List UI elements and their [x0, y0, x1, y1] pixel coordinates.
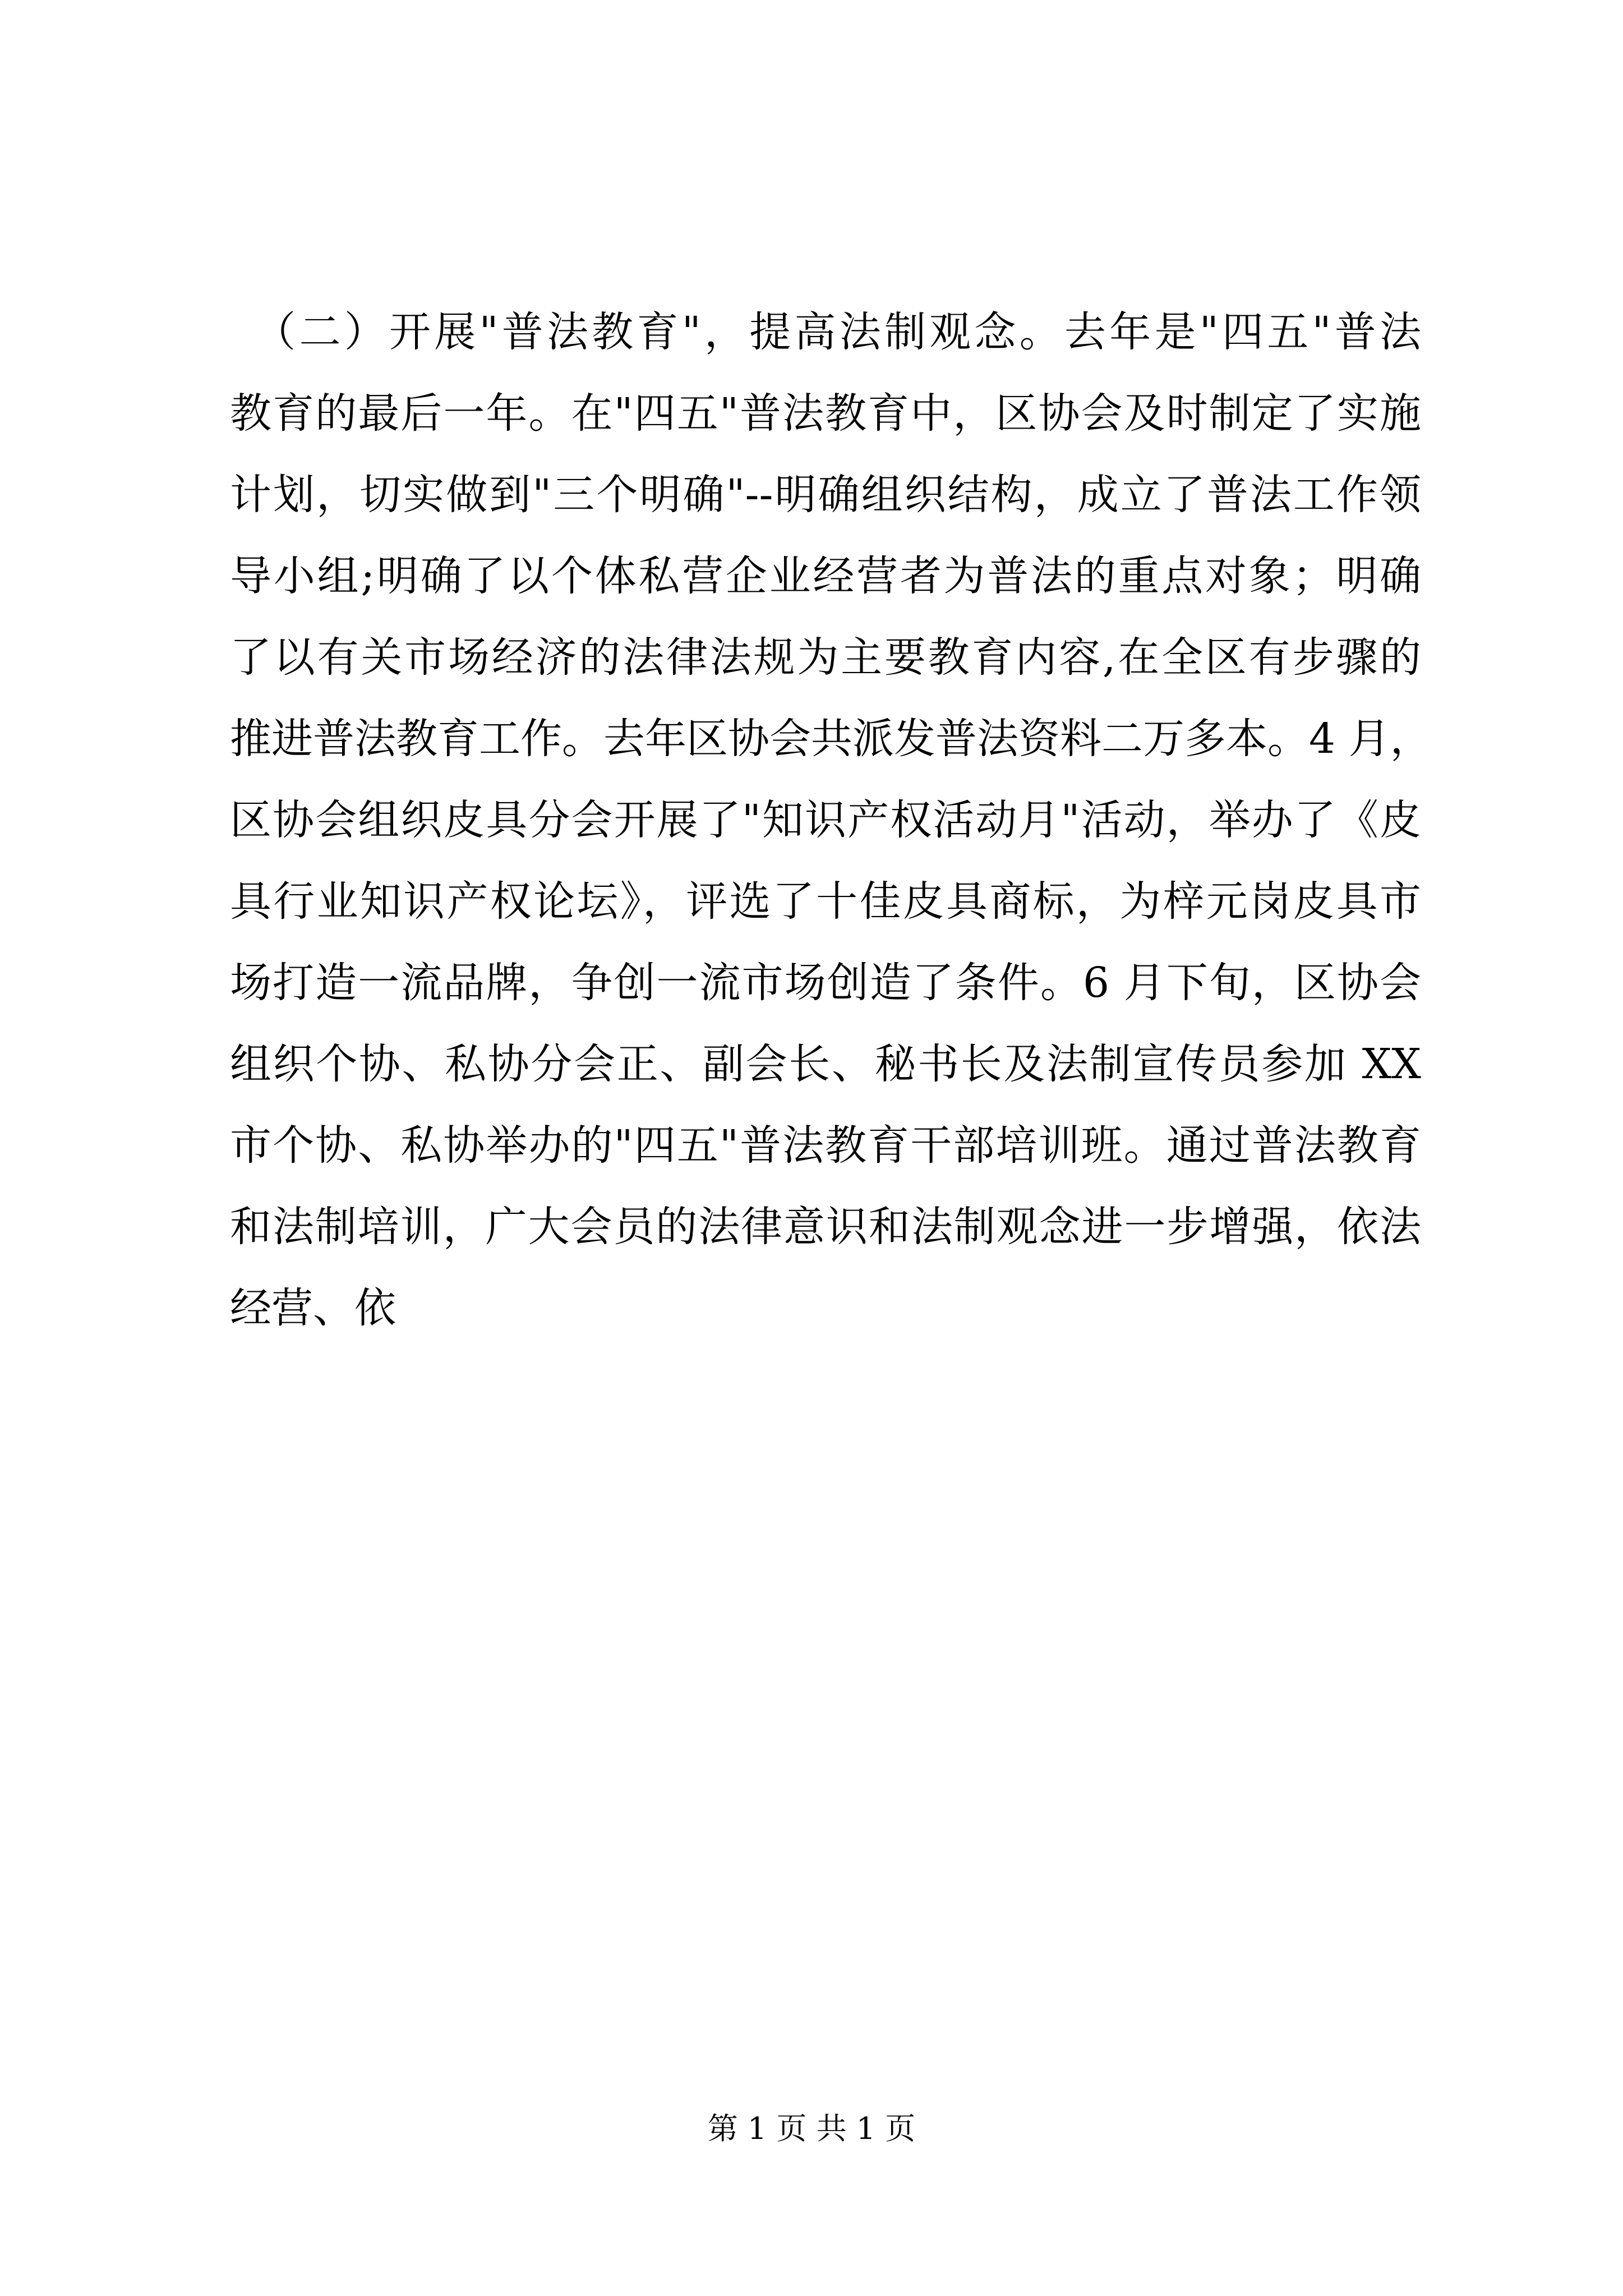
text-line-1: （二）开展"普法教育"，提高法制观念。去年是"四五"普法 — [230, 308, 1421, 356]
text-line-5: 了以有关市场经济的法律法规为主要教育内容,在全区有步骤的 — [230, 633, 1421, 682]
text-line-6: 推进普法教育工作。去年区协会共派发普法资料二万多本。4 月， — [230, 715, 1432, 763]
text-line-8: 具行业知识产权论坛》，评选了十佳皮具商标，为梓元岗皮具市 — [230, 877, 1421, 926]
text-line-13: 经营、依 — [230, 1284, 396, 1332]
text-line-2: 教育的最后一年。在"四五"普法教育中，区协会及时制定了实施 — [230, 389, 1421, 438]
text-line-3: 计划，切实做到"三个明确"--明确组织结构，成立了普法工作领 — [230, 471, 1421, 519]
text-line-10: 组织个协、私协分会正、副会长、秘书长及法制宣传员参加 XX — [230, 1040, 1421, 1088]
text-line-11: 市个协、私协举办的"四五"普法教育干部培训班。通过普法教育 — [230, 1121, 1421, 1170]
text-line-12: 和法制培训，广大会员的法律意识和法制观念进一步增强，依法 — [230, 1203, 1421, 1251]
text-line-4: 导小组;明确了以个体私营企业经营者为普法的重点对象；明确 — [230, 552, 1421, 600]
text-line-7: 区协会组织皮具分会开展了"知识产权活动月"活动，举办了《皮 — [230, 796, 1421, 844]
body-paragraph — [230, 292, 1432, 1349]
page-number-footer: 第 1 页 共 1 页 — [707, 2111, 916, 2146]
text-line-9: 场打造一流品牌，争创一流市场创造了条件。6 月下旬，区协会 — [230, 959, 1421, 1007]
